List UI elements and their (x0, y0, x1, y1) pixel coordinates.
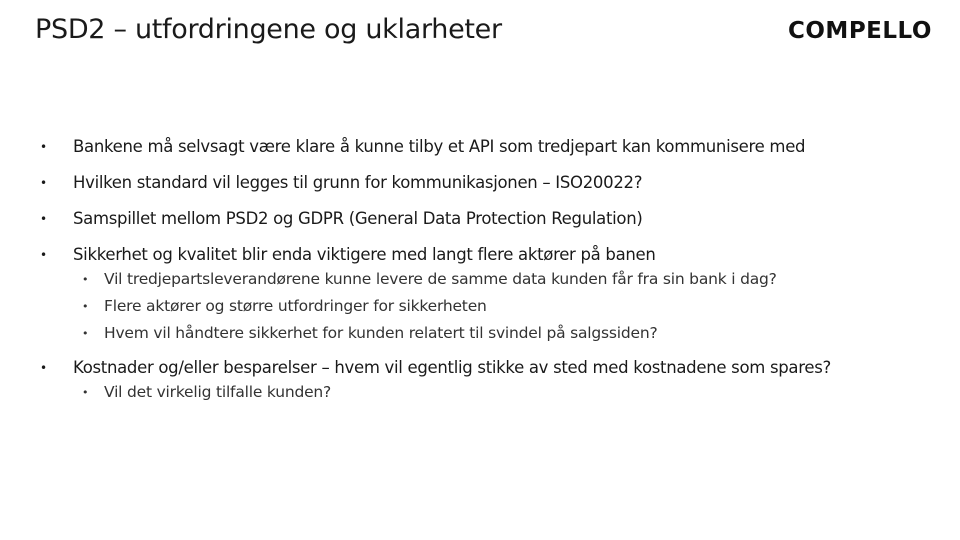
sub-bullet-icon: • (82, 300, 89, 313)
list-item (40, 172, 940, 194)
bullet-icon: • (40, 248, 47, 262)
sub-list-item (40, 266, 940, 293)
list-item-text: Bankene må selvsagt være klare å kunne tilby et API som tredjepart kan kommunisere med (73, 137, 806, 156)
bullet-list (40, 136, 940, 406)
bullet-icon: • (40, 176, 47, 190)
list-item (40, 244, 940, 266)
list-item-text: Samspillet mellom PSD2 og GDPR (General Data Protection Regulation) (73, 209, 643, 228)
sub-list-item (40, 293, 940, 320)
bullet-icon: • (40, 361, 47, 375)
sub-list-item-text: Flere aktører og større utfordringer for sikkerheten (104, 297, 487, 315)
compello-logo: COMPELLO (788, 18, 932, 44)
sub-list-item (40, 379, 940, 406)
sub-list-item-text: Vil tredjepartsleverandørene kunne levere de samme data kunden får fra sin bank i dag? (104, 270, 777, 288)
sub-bullet-icon: • (82, 273, 89, 286)
sub-list-item-text: Vil det virkelig tilfalle kunden? (104, 383, 332, 401)
page-title: PSD2 – utfordringene og uklarheter (35, 14, 502, 45)
bullet-icon: • (40, 140, 47, 154)
sub-list-item (40, 320, 940, 347)
list-item (40, 208, 940, 230)
sub-list-item-text: Hvem vil håndtere sikkerhet for kunden relatert til svindel på salgssiden? (104, 324, 658, 342)
sub-bullet-icon: • (82, 386, 89, 399)
list-item-text: Sikkerhet og kvalitet blir enda viktigere med langt flere aktører på banen (73, 245, 656, 264)
sub-bullet-icon: • (82, 327, 89, 340)
bullet-icon: • (40, 212, 47, 226)
list-item (40, 357, 940, 379)
list-item-text: Hvilken standard vil legges til grunn for kommunikasjonen – ISO20022? (73, 173, 643, 192)
list-item-text: Kostnader og/eller besparelser – hvem vil egentlig stikke av sted med kostnadene som spares? (73, 358, 831, 377)
list-item (40, 136, 940, 158)
